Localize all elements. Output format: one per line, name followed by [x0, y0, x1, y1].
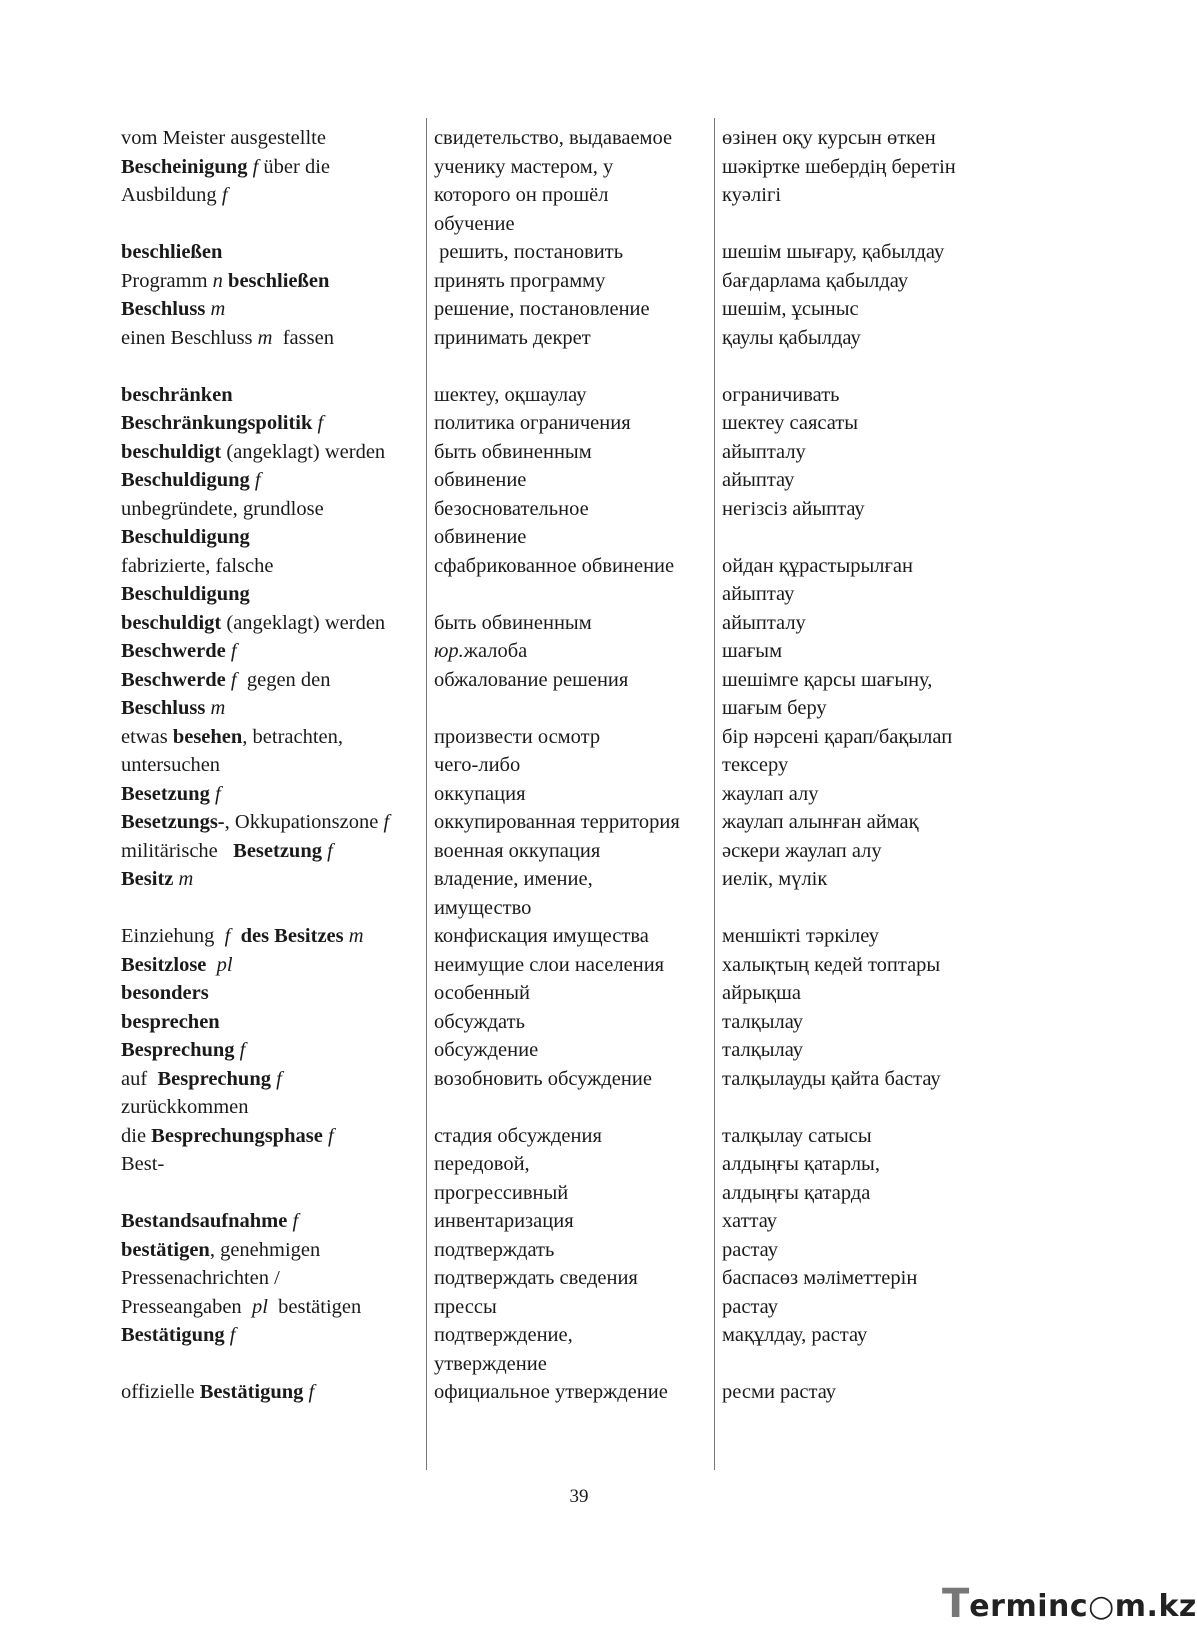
logo-text: erminc○m.kz	[969, 1589, 1197, 1624]
russian-translation: передовой,	[433, 1153, 530, 1175]
term-text: Presseangaben	[121, 1295, 252, 1318]
termincom-logo[interactable]	[942, 1578, 1197, 1627]
german-term	[121, 409, 430, 438]
russian-translation: прессы	[433, 1295, 497, 1318]
german-term	[121, 894, 430, 923]
term-text: , Okkupationszone	[224, 811, 384, 833]
russian-translation: обучение	[433, 212, 515, 235]
german-term	[121, 552, 430, 581]
german-term	[121, 808, 430, 837]
german-term	[121, 1093, 430, 1122]
term-bold: Bescheinigung	[121, 155, 248, 178]
term-bold: besprechen	[121, 1010, 220, 1033]
russian-translation: подтверждать сведения	[433, 1267, 638, 1289]
glossary-row	[121, 466, 1021, 495]
glossary-row	[121, 1264, 1021, 1293]
kazakh-translation: растау	[722, 1238, 778, 1261]
glossary-row	[121, 694, 1021, 723]
russian-translation: обвинение	[433, 469, 527, 491]
kazakh-translation: айыпталу	[722, 440, 806, 463]
term-text: , genehmigen	[209, 1238, 321, 1261]
german-term	[121, 466, 430, 495]
term-bold: beschließen	[228, 269, 330, 292]
glossary-row	[121, 295, 1021, 324]
russian-translation: чего-либо	[433, 754, 521, 776]
kazakh-translation: мақұлдау, растау	[722, 1324, 868, 1346]
term-bold: des Besitzes	[240, 925, 344, 947]
german-term	[121, 1264, 430, 1293]
russian-translation: стадия обсуждения	[433, 1124, 602, 1147]
kazakh-translation: баспасөз мәліметтерін	[722, 1267, 918, 1289]
german-term	[121, 666, 430, 695]
glossary-row	[121, 723, 1021, 752]
german-term	[121, 181, 430, 210]
logo-letter: T	[942, 1581, 970, 1627]
term-bold: Besprechungsphase	[151, 1124, 323, 1147]
page-number: 39	[569, 1486, 589, 1507]
german-term	[121, 922, 430, 951]
russian-translation: обвинение	[433, 526, 527, 548]
kazakh-translation: шешім шығару, қабылдау	[722, 241, 945, 263]
grammar-mark: f	[292, 1210, 299, 1232]
term-bold: Besitzlose	[121, 953, 207, 976]
russian-translation: которого он прошёл	[433, 184, 609, 206]
russian-translation: военная оккупация	[433, 839, 601, 862]
glossary-row	[121, 409, 1021, 438]
glossary-row	[121, 1378, 1021, 1407]
term-bold: Bestätigung	[199, 1381, 304, 1403]
term-text: Best-	[121, 1153, 165, 1175]
glossary-row	[121, 609, 1021, 638]
russian-translation: прогрессивный	[433, 1181, 569, 1204]
german-term	[121, 295, 430, 324]
glossary-row	[121, 922, 1021, 951]
term-text: fabrizierte, falsche	[121, 554, 274, 577]
kazakh-translation: шешім, ұсыныс	[722, 298, 859, 320]
kazakh-translation: хаттау	[722, 1210, 778, 1232]
kazakh-translation: ограничивать	[722, 383, 840, 406]
german-term	[121, 1179, 430, 1208]
term-bold: beschließen	[121, 241, 223, 263]
glossary-row	[121, 210, 1021, 239]
russian-translation	[430, 637, 709, 666]
grammar-mark: f	[214, 782, 221, 805]
russian-translation: обжалование решения	[433, 668, 629, 691]
russian-translation: ученику мастером, у	[433, 155, 614, 178]
german-term	[121, 951, 430, 980]
russian-translation: принимать декрет	[433, 326, 591, 349]
russian-translation: подтверждать	[433, 1238, 555, 1261]
russian-translation: подтверждение,	[433, 1324, 573, 1346]
term-text: untersuchen	[121, 754, 221, 776]
russian-translation: политика ограничения	[433, 412, 631, 434]
term-bold: Bestätigung	[121, 1324, 225, 1346]
term-text: bestätigen	[267, 1295, 362, 1318]
term-bold: Besetzungs-	[121, 811, 225, 833]
glossary-row	[121, 666, 1021, 695]
term-bold: beschränken	[121, 383, 233, 406]
glossary-table	[121, 124, 1021, 1407]
term-text: unbegründete, grundlose	[121, 497, 324, 520]
glossary-row	[121, 267, 1021, 296]
russian-translation: оккупация	[433, 782, 526, 805]
german-term	[121, 153, 430, 182]
german-term	[121, 723, 430, 752]
russian-translation: официальное утверждение	[433, 1381, 668, 1403]
kazakh-translation: айыптау	[722, 583, 795, 605]
term-bold: Beschwerde	[121, 668, 226, 691]
glossary-row	[121, 324, 1021, 353]
german-term	[121, 267, 430, 296]
russian-translation: принять программу	[433, 269, 606, 292]
glossary-row	[121, 1122, 1021, 1151]
kazakh-translation: ресми растау	[722, 1381, 837, 1403]
russian-translation	[430, 694, 709, 723]
glossary-row	[121, 865, 1021, 894]
kazakh-translation: айыпталу	[722, 611, 806, 634]
russian-translation: оккупированная территория	[433, 811, 680, 833]
kazakh-translation: алдыңғы қатарда	[722, 1181, 871, 1204]
russian-translation: конфискация имущества	[433, 925, 649, 947]
term-bold: Bestandsaufnahme	[121, 1210, 288, 1232]
glossary-row	[121, 1207, 1021, 1236]
kazakh-translation: талқылауды қайта бастау	[722, 1067, 941, 1090]
term-text	[230, 925, 240, 947]
russian-translation: особенный	[433, 982, 531, 1004]
glossary-row	[121, 1350, 1021, 1379]
grammar-mark: pl	[251, 1295, 268, 1318]
glossary-row	[121, 751, 1021, 780]
russian-translation: шектеу, оқшаулау	[433, 383, 587, 406]
russian-translation: безосновательное	[433, 497, 589, 520]
term-bold: Beschuldigung	[121, 526, 250, 548]
term-bold: Besetzung	[121, 782, 210, 805]
russian-translation: сфабрикованное обвинение	[433, 554, 675, 577]
kazakh-translation: әскери жаулап алу	[722, 839, 882, 862]
german-term	[121, 1293, 430, 1322]
term-text: Ausbildung	[121, 184, 222, 206]
glossary-row	[121, 837, 1021, 866]
term-text: militärische	[121, 839, 234, 862]
german-term	[121, 1321, 430, 1350]
russian-translation: решение, постановление	[433, 298, 650, 320]
german-term	[121, 1008, 430, 1037]
kazakh-translation: куәлігі	[722, 184, 782, 206]
term-bold: besehen	[172, 725, 243, 748]
grammar-mark: f	[229, 1324, 236, 1346]
term-bold: Beschluss	[121, 298, 206, 320]
glossary-row	[121, 523, 1021, 552]
grammar-mark: m	[210, 697, 226, 719]
grammar-mark: f	[254, 469, 261, 491]
kazakh-translation: иелік, мүлік	[722, 868, 828, 890]
kazakh-translation	[709, 210, 1021, 239]
glossary-row	[121, 580, 1021, 609]
grammar-mark: m	[210, 298, 226, 320]
kazakh-translation: шешімге қарсы шағыну,	[722, 668, 933, 691]
russian-translation: неимущие слои населения	[433, 953, 665, 976]
term-bold: beschuldigt	[121, 611, 222, 634]
row-spacer	[121, 352, 1021, 381]
term-bold: Beschuldigung	[121, 469, 250, 491]
term-text: offizielle	[121, 1381, 200, 1403]
german-term	[121, 580, 430, 609]
german-term	[121, 1065, 430, 1094]
term-text: fassen	[272, 326, 334, 349]
german-term	[121, 694, 430, 723]
grammar-mark: f	[252, 155, 259, 178]
glossary-row	[121, 495, 1021, 524]
term-text: Pressenachrichten /	[121, 1267, 280, 1289]
grammar-mark: m	[178, 868, 194, 890]
kazakh-translation: меншікті тәркілеу	[722, 925, 880, 947]
russian-translation: утверждение	[433, 1352, 547, 1375]
grammar-mark: f	[308, 1381, 315, 1403]
german-term	[121, 438, 430, 467]
kazakh-translation: бір нәрсені қарап/бақылап	[722, 725, 953, 748]
glossary-row	[121, 637, 1021, 666]
kazakh-translation	[709, 523, 1021, 552]
grammar-mark: f	[230, 640, 237, 662]
grammar-mark: f	[327, 1124, 334, 1147]
glossary-row	[121, 181, 1021, 210]
term-bold: Beschuldigung	[121, 583, 250, 605]
glossary-row	[121, 381, 1021, 410]
german-term	[121, 324, 430, 353]
term-text: vom Meister ausgestellte	[121, 127, 326, 149]
glossary-row	[121, 552, 1021, 581]
german-term	[121, 609, 430, 638]
german-term	[121, 1122, 430, 1151]
term-text: auf	[121, 1067, 158, 1090]
german-term	[121, 637, 430, 666]
kazakh-translation: бағдарлама қабылдау	[722, 269, 909, 292]
glossary-row	[121, 780, 1021, 809]
russian-translation	[430, 1093, 709, 1122]
kazakh-translation: алдыңғы қатарлы,	[722, 1153, 880, 1175]
term-bold: Beschluss	[121, 697, 206, 719]
usage-mark: юр.	[433, 640, 464, 662]
term-text: etwas	[121, 725, 173, 748]
german-term	[121, 124, 430, 153]
german-term	[121, 381, 430, 410]
kazakh-translation: жаулап алу	[722, 782, 819, 805]
glossary-row	[121, 438, 1021, 467]
grammar-mark: f	[276, 1067, 282, 1090]
german-term	[121, 979, 430, 1008]
german-term	[121, 238, 430, 267]
kazakh-translation: талқылау	[722, 1010, 804, 1033]
term-text: (angeklagt) werden	[221, 440, 386, 463]
german-term	[121, 865, 430, 894]
grammar-mark: f	[221, 184, 228, 206]
grammar-mark: f	[317, 412, 324, 434]
glossary-row	[121, 1065, 1021, 1094]
german-term	[121, 780, 430, 809]
russian-translation: инвентаризация	[433, 1210, 574, 1232]
grammar-mark: m	[348, 925, 364, 947]
glossary-row	[121, 894, 1021, 923]
kazakh-translation	[709, 894, 1021, 923]
german-term	[121, 210, 430, 239]
kazakh-translation	[709, 1093, 1021, 1122]
grammar-mark: f	[224, 925, 231, 947]
term-text: Programm	[121, 269, 213, 292]
russian-translation: произвести осмотр	[433, 725, 601, 748]
kazakh-translation: шағым	[722, 640, 783, 662]
translation-text: жалоба	[463, 640, 528, 662]
kazakh-translation: ойдан құрастырылған	[722, 554, 913, 577]
term-text: gegen den	[236, 668, 331, 691]
kazakh-translation: растау	[722, 1295, 778, 1318]
glossary-row	[121, 1093, 1021, 1122]
glossary-row	[121, 951, 1021, 980]
term-bold: Beschränkungspolitik	[121, 412, 313, 434]
glossary-row	[121, 1008, 1021, 1037]
german-term	[121, 751, 430, 780]
grammar-mark: pl	[216, 953, 233, 976]
german-term	[121, 1036, 430, 1065]
german-term	[121, 523, 430, 552]
glossary-row	[121, 1236, 1021, 1265]
german-term	[121, 1378, 430, 1407]
grammar-mark: n	[212, 269, 223, 292]
german-term	[121, 1236, 430, 1265]
glossary-row	[121, 1321, 1021, 1350]
kazakh-translation: шәкіртке шебердің беретін	[722, 155, 956, 178]
kazakh-translation: шағым беру	[722, 697, 827, 719]
grammar-mark: f	[327, 839, 333, 862]
german-term	[121, 837, 430, 866]
kazakh-translation: талқылау	[722, 1039, 804, 1061]
kazakh-translation: айыптау	[722, 469, 795, 491]
russian-translation: владение, имение,	[433, 868, 593, 890]
term-text: (angeklagt) werden	[221, 611, 386, 634]
kazakh-translation: шектеу саясаты	[722, 412, 859, 434]
russian-translation: имущество	[433, 896, 532, 919]
grammar-mark: f	[383, 811, 390, 833]
russian-translation: быть обвиненным	[433, 440, 592, 463]
kazakh-translation: айрықша	[722, 982, 801, 1004]
term-text: die	[121, 1124, 152, 1147]
kazakh-translation: негізсіз айыптау	[722, 497, 865, 520]
kazakh-translation: қаулы қабылдау	[722, 326, 861, 349]
kazakh-translation: тексеру	[722, 754, 789, 776]
term-text: einen Beschluss	[121, 326, 258, 349]
glossary-row	[121, 1179, 1021, 1208]
kazakh-translation	[709, 1350, 1021, 1379]
russian-translation: обсуждать	[433, 1010, 525, 1033]
term-bold: Besetzung	[233, 839, 322, 862]
german-term	[121, 1207, 430, 1236]
term-bold: bestätigen	[121, 1238, 210, 1261]
russian-translation: решить, постановить	[433, 241, 624, 263]
term-bold: Besitz	[121, 868, 174, 890]
term-text: über die	[258, 155, 331, 178]
glossary-row	[121, 153, 1021, 182]
grammar-mark: f	[230, 668, 237, 691]
term-text	[206, 954, 216, 976]
term-text: Einziehung	[121, 925, 225, 947]
kazakh-translation: талқылау сатысы	[722, 1124, 872, 1147]
term-bold: Besprechung	[157, 1067, 271, 1090]
german-term	[121, 495, 430, 524]
russian-translation: свидетельство, выдаваемое	[433, 127, 673, 149]
term-bold: Besprechung	[121, 1039, 235, 1061]
grammar-mark: f	[239, 1039, 246, 1061]
term-bold: Beschwerde	[121, 640, 226, 662]
russian-translation: возобновить обсуждение	[433, 1067, 652, 1090]
glossary-row	[121, 808, 1021, 837]
term-text: zurückkommen	[121, 1096, 249, 1118]
glossary-row	[121, 1036, 1021, 1065]
kazakh-translation: жаулап алынған аймақ	[722, 811, 919, 833]
term-text: , betrachten,	[242, 725, 344, 748]
glossary-row	[121, 238, 1021, 267]
glossary-row	[121, 124, 1021, 153]
kazakh-translation: өзінен оқу курсын өткен	[722, 127, 936, 149]
glossary-row	[121, 1293, 1021, 1322]
grammar-mark: m	[257, 326, 273, 349]
term-bold: besonders	[121, 982, 209, 1004]
russian-translation: быть обвиненным	[433, 611, 592, 634]
kazakh-translation: халықтың кедей топтары	[722, 953, 941, 976]
german-term	[121, 1150, 430, 1179]
german-term	[121, 1350, 430, 1379]
glossary-row	[121, 1150, 1021, 1179]
russian-translation: обсуждение	[433, 1039, 539, 1061]
russian-translation	[430, 580, 709, 609]
term-bold: beschuldigt	[121, 440, 222, 463]
glossary-row	[121, 979, 1021, 1008]
